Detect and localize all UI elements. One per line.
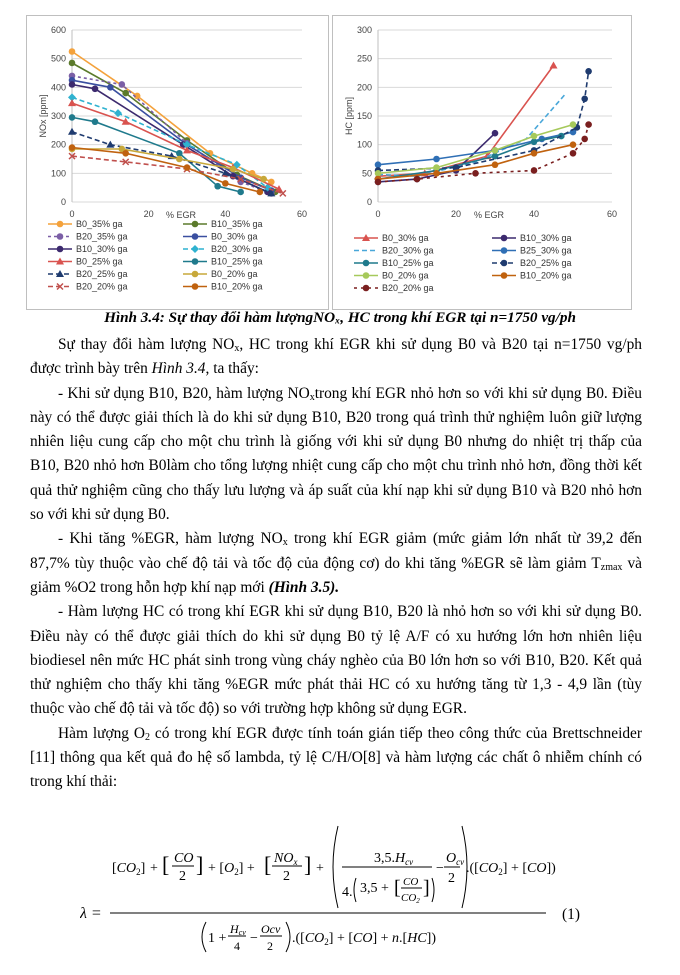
nox-legend-label: B20_25% ga bbox=[76, 269, 128, 279]
figure-caption: Hình 3.4: Sự thay đổi hàm lượngNOₓ, HC trong khí EGR tại n=1750 vg/ph bbox=[104, 309, 576, 326]
hc-series-line bbox=[378, 125, 573, 174]
nox-legend-marker bbox=[57, 246, 64, 253]
nox-legend-marker bbox=[192, 283, 199, 290]
hc-legend-marker bbox=[501, 235, 508, 242]
hc-data-point bbox=[531, 139, 538, 146]
svg-text:2: 2 bbox=[283, 869, 290, 884]
nox-data-point bbox=[176, 150, 183, 157]
nox-legend-item bbox=[48, 269, 128, 279]
hc-legend-item bbox=[354, 258, 434, 268]
hc-legend-label: B10_30% ga bbox=[520, 233, 572, 243]
hc-data-point bbox=[414, 176, 421, 183]
hc-chart bbox=[332, 15, 632, 310]
nox-ytick-label: 600 bbox=[50, 25, 66, 35]
hc-legend-marker bbox=[363, 260, 370, 267]
svg-text:Ocv: $O_{cv}$ bbox=[446, 851, 465, 867]
paragraph-5: Hàm lượng $O_2$ có trong khí EGR được tính toán gián tiếp theo công thức của Brettschneider [11] thông qua kết quả đo hệ số lambda, tỷ lệ C/H/O[8] và hàm lượng các chất ô nhiễm chính có trong khí thải: bbox=[30, 724, 642, 791]
hc-data-point bbox=[570, 141, 577, 148]
paragraph-1: Sự thay đổi hàm lượng $NO_x$, HC trong khí EGR khi sử dụng B0 và B20 tại n=1750 vg/ph được trình bày trên Hình 3.4, ta thấy: bbox=[30, 336, 642, 378]
nox-ytick-label: 100 bbox=[50, 168, 66, 179]
equation-number: (1) bbox=[562, 906, 580, 923]
hc-legend-label: B10_20% ga bbox=[520, 270, 572, 281]
svg-text:+ [O2] +: + $[O_2]$ + bbox=[208, 861, 255, 877]
hc-legend-label: B10_25% ga bbox=[382, 258, 434, 268]
hc-legend-label: B25_30% ga bbox=[520, 245, 572, 256]
hc-data-point bbox=[433, 170, 440, 177]
svg-text:CO2: CO2 bbox=[401, 892, 420, 905]
svg-text:1 +: 1 + bbox=[208, 931, 227, 946]
hc-xtick-label: 0 bbox=[375, 209, 381, 219]
hc-xtick-label: 60 bbox=[606, 209, 618, 219]
nox-legend-marker bbox=[192, 233, 199, 240]
svg-text:λ =: λ = bbox=[80, 905, 102, 922]
hc-legend-label: B20_30% ga bbox=[382, 245, 434, 256]
hc-legend-item bbox=[492, 271, 572, 281]
nox-legend-marker bbox=[192, 221, 199, 228]
hc-legend-item bbox=[354, 271, 429, 281]
nox-data-point bbox=[69, 81, 76, 88]
svg-text:4.: 4. bbox=[342, 885, 353, 900]
nox-legend-label: B10_25% ga bbox=[211, 256, 263, 267]
nox-xtick-label: 0 bbox=[69, 209, 75, 219]
formula-svg bbox=[80, 822, 560, 972]
nox-legend-label: B20_35% ga bbox=[76, 231, 128, 242]
nox-legend-label: B10_30% ga bbox=[76, 244, 128, 254]
hc-data-point bbox=[433, 156, 440, 163]
nox-legend-label: B0_35% ga bbox=[76, 219, 123, 229]
hc-ytick-label: 0 bbox=[366, 197, 372, 207]
hc-legend-label: B0_30% ga bbox=[382, 233, 429, 243]
nox-legend-label: B0_25% ga bbox=[76, 256, 123, 267]
hc-legend-item bbox=[492, 233, 572, 243]
paragraph-4: - Hàm lượng HC có trong khí EGR khi sử dụng B10, B20 là nhỏ hơn so với khi sử dụng B0. Điều này có thể được giải thích do khi sử dụng B0 tỷ lệ A/F có xu hướng lớn hơn nhiên liệu biodiesel nên mức HC phát sinh trong vùng cháy nghèo của B0 lớn hơn so với B10, B20. Kết quả thử nghiệm cho thấy khi tăng %EGR mức phát thải HC có xu hướng tăng từ 1,3 - 4,9 lần (tùy thuộc vào chế độ tải và tốc độ) so với trường hợp không sử dụng EGR. bbox=[30, 603, 642, 718]
nox-legend-marker bbox=[57, 233, 64, 240]
nox-ytick-label: 500 bbox=[50, 53, 66, 64]
nox-legend-label: B20_20% ga bbox=[76, 281, 128, 292]
nox-ytick-label: 200 bbox=[50, 139, 66, 150]
hc-data-point bbox=[492, 147, 499, 154]
hc-legend-item bbox=[492, 258, 572, 268]
hc-legend-item bbox=[354, 283, 434, 293]
hc-data-point bbox=[570, 150, 577, 157]
hc-legend-marker bbox=[501, 272, 508, 279]
nox-legend-item bbox=[183, 232, 258, 242]
svg-text:3,5 +: 3,5 + bbox=[360, 881, 389, 896]
nox-legend-item bbox=[183, 257, 263, 267]
hc-chart-svg bbox=[332, 15, 632, 310]
nox-data-point bbox=[69, 60, 76, 67]
svg-text:[: [ bbox=[394, 877, 401, 899]
nox-ytick-label: 0 bbox=[60, 197, 66, 207]
nox-legend-marker bbox=[192, 258, 199, 265]
hc-ytick-label: 300 bbox=[356, 25, 372, 35]
nox-chart bbox=[26, 15, 329, 310]
hc-xtick-label: 20 bbox=[450, 209, 462, 219]
hc-legend-label: B0_20% ga bbox=[382, 270, 429, 281]
hc-ytick-label: 250 bbox=[356, 53, 372, 64]
hc-ylabel: HC [ppm] bbox=[344, 96, 354, 136]
hc-data-point bbox=[472, 170, 479, 177]
hc-xtick-label: 40 bbox=[528, 209, 540, 219]
nox-data-point bbox=[92, 118, 99, 125]
hc-ytick-label: 100 bbox=[356, 139, 372, 150]
nox-xtick-label: 60 bbox=[296, 209, 308, 219]
nox-data-point bbox=[176, 156, 183, 163]
nox-data-point bbox=[107, 84, 114, 91]
paragraph-2: - Khi sử dụng B10, B20, hàm lượng $NO_xtrong$ khí EGR nhỏ hơn so với khi sử dụng B0. Điều này có thể được giải thích là do khi sử dụng B10, B20 trong quá trình thử nghiệm luôn giữ lượng nhiên liệu cung cấp cho một chu trình là giống với khi sử dụng B0 nhưng do nhiệt trị thấp của B10, B20 nhỏ hơn B0làm cho tổng lượng nhiệt cung cấp cho một chu trình nhỏ hơn, đồng thời kết quả thử nghiệm cũng cho thấy lưu lượng và áp suất của khí nạp khi sử dụng B10 và B20 nhỏ hơn so với khi sử dụng B0. bbox=[30, 384, 642, 524]
nox-legend-label: B10_35% ga bbox=[211, 219, 263, 229]
hc-data-point bbox=[375, 179, 382, 186]
nox-data-point bbox=[122, 90, 129, 97]
nox-data-point bbox=[184, 164, 191, 171]
nox-legend-marker bbox=[192, 271, 199, 278]
hc-data-point bbox=[581, 96, 588, 103]
svg-text:4: 4 bbox=[234, 939, 240, 953]
nox-ytick-label: 300 bbox=[50, 111, 66, 121]
svg-text:[: [ bbox=[162, 852, 170, 877]
nox-chart-svg bbox=[26, 15, 329, 310]
nox-legend-item bbox=[183, 269, 258, 279]
hc-data-point bbox=[492, 161, 499, 168]
nox-xlabel: % EGR bbox=[165, 210, 197, 220]
svg-text:[: [ bbox=[264, 852, 272, 877]
svg-text:CO: CO bbox=[174, 851, 194, 866]
hc-data-point bbox=[375, 170, 382, 177]
nox-ylabel: NOx [ppm] bbox=[38, 94, 48, 138]
nox-data-point bbox=[237, 189, 244, 196]
svg-text:−: − bbox=[250, 931, 258, 946]
hc-data-point bbox=[585, 121, 592, 128]
svg-text:CO: CO bbox=[403, 876, 419, 888]
hc-data-point bbox=[581, 136, 588, 143]
svg-text:]: ] bbox=[196, 852, 204, 877]
nox-legend-item bbox=[183, 219, 263, 229]
nox-data-point bbox=[69, 114, 76, 121]
nox-data-point bbox=[92, 85, 99, 92]
nox-legend-label: B0_30% ga bbox=[211, 231, 258, 242]
nox-data-point bbox=[122, 150, 129, 157]
nox-legend-item bbox=[48, 257, 123, 267]
hc-legend-marker bbox=[363, 285, 370, 292]
nox-data-point bbox=[230, 166, 237, 173]
hc-legend-marker bbox=[363, 272, 370, 279]
hc-xlabel: % EGR bbox=[473, 210, 505, 220]
hc-ytick-label: 50 bbox=[361, 168, 372, 179]
nox-data-point bbox=[68, 128, 76, 135]
hc-legend-label: B20_25% ga bbox=[520, 258, 572, 268]
svg-text:Ocv: Ocv bbox=[261, 922, 281, 936]
svg-text:2: 2 bbox=[448, 871, 455, 886]
hc-data-point bbox=[375, 161, 382, 168]
hc-legend-marker bbox=[501, 260, 508, 267]
hc-legend-label: B20_20% ga bbox=[382, 283, 434, 293]
paragraph-3: - Khi tăng %EGR, hàm lượng $NO_x$ trong khí EGR giảm (mức giảm lớn nhất từ 39,2 đến 87,7% tùy thuộc vào chế độ tải và tốc độ của động cơ) do khi tăng %EGR sẽ làm giảm $T_{zmax}$ và giảm %O2 trong hỗn hợp khí nạp mới (Hình 3.5). bbox=[30, 530, 643, 596]
svg-text:]: ] bbox=[423, 877, 430, 899]
hc-legend-item bbox=[492, 246, 572, 256]
nox-series-6 bbox=[68, 99, 283, 192]
hc-data-point bbox=[570, 121, 577, 128]
nox-xtick-label: 20 bbox=[143, 209, 154, 219]
svg-text:+: + bbox=[150, 861, 158, 876]
nox-legend-label: B20_30% ga bbox=[211, 244, 263, 254]
svg-text:2: 2 bbox=[267, 939, 273, 953]
nox-data-point bbox=[260, 176, 267, 183]
nox-data-point bbox=[119, 81, 126, 88]
nox-data-point bbox=[106, 141, 114, 148]
nox-series-line bbox=[72, 52, 271, 182]
hc-data-point bbox=[550, 62, 558, 69]
svg-text:.([CO2] + [CO]): $.([CO_2] + [CO])$ bbox=[466, 861, 556, 877]
hc-legend-marker bbox=[501, 247, 508, 254]
hc-data-point bbox=[531, 167, 538, 174]
nox-legend-label: B10_20% ga bbox=[211, 281, 263, 292]
nox-legend-item bbox=[48, 232, 128, 242]
nox-xtick-label: 40 bbox=[220, 209, 231, 219]
svg-text:3,5.Hcv: $3,5.H_{cv}$ bbox=[374, 851, 414, 867]
nox-legend-label: B0_20% ga bbox=[211, 269, 258, 279]
hc-legend-item bbox=[354, 246, 434, 256]
nox-data-point bbox=[69, 48, 76, 55]
svg-text:[CO2]: $[CO_2]$ bbox=[112, 861, 146, 877]
nox-legend-item bbox=[48, 219, 123, 229]
hc-ytick-label: 150 bbox=[356, 111, 372, 121]
body-text bbox=[30, 333, 642, 795]
hc-data-point bbox=[531, 150, 538, 157]
nox-legend-item bbox=[183, 282, 263, 292]
nox-ytick-label: 400 bbox=[50, 82, 66, 93]
nox-data-point bbox=[69, 144, 76, 151]
hc-data-point bbox=[585, 68, 592, 75]
svg-text:Hcv: Hcv bbox=[230, 922, 246, 937]
svg-text:.([CO2] + [CO] + n.[HC]): $.([CO_2] + [CO] + n.[HC])$ bbox=[292, 931, 436, 947]
nox-legend-marker bbox=[191, 245, 199, 253]
svg-text:−: − bbox=[436, 861, 444, 876]
hc-series-line bbox=[378, 71, 589, 170]
svg-text:+: + bbox=[316, 861, 324, 876]
hc-ytick-label: 200 bbox=[356, 82, 372, 93]
nox-data-point bbox=[68, 99, 76, 106]
nox-legend-item bbox=[48, 244, 128, 254]
nox-legend-marker bbox=[57, 221, 64, 228]
nox-data-point bbox=[222, 180, 229, 187]
nox-data-point bbox=[257, 189, 264, 196]
svg-text:]: ] bbox=[304, 852, 312, 877]
svg-text:2: 2 bbox=[179, 869, 186, 884]
svg-text:NOx: $NO_x$ bbox=[274, 851, 298, 867]
nox-series-line bbox=[72, 80, 271, 190]
hc-data-point bbox=[492, 130, 499, 137]
hc-data-point bbox=[433, 164, 440, 171]
nox-legend-item bbox=[183, 244, 263, 254]
brettschneider-formula bbox=[80, 822, 640, 972]
nox-legend-item bbox=[48, 282, 128, 292]
nox-data-point bbox=[214, 183, 221, 190]
hc-legend-item bbox=[354, 233, 429, 243]
hc-data-point bbox=[531, 133, 538, 140]
